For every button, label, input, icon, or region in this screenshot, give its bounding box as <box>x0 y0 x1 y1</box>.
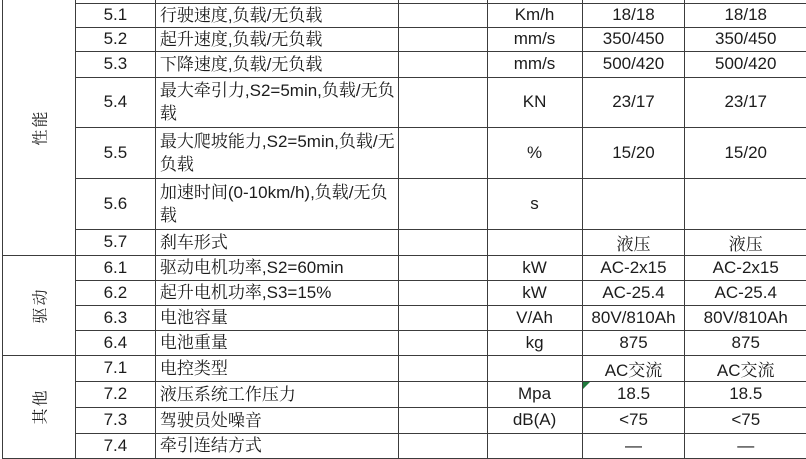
row-number-cell: 5.4 <box>75 77 155 127</box>
spacer-cell <box>398 51 487 77</box>
row-number-cell: 7.4 <box>75 433 155 458</box>
unit-cell: s <box>487 178 582 229</box>
category-label-drive: 驱动 <box>32 286 50 324</box>
value-cell-2: — <box>685 433 806 458</box>
value-cell-1: 23/17 <box>582 77 685 127</box>
table-row <box>3 77 806 127</box>
value-cell-2: 500/420 <box>685 51 806 77</box>
value-cell-1: AC-2x15 <box>582 255 685 280</box>
table-row <box>3 355 806 381</box>
value-cell-1: <75 <box>582 407 685 433</box>
value-cell-2: 18.5 <box>685 381 806 407</box>
unit-cell: kg <box>487 330 582 355</box>
row-number-cell: 5.2 <box>75 27 155 51</box>
table-row <box>3 127 806 178</box>
value-cell-2: AC交流 <box>685 355 806 381</box>
spacer-cell <box>398 127 487 178</box>
unit-cell: mm/s <box>487 27 582 51</box>
row-number-cell: 7.2 <box>75 381 155 407</box>
unit-cell: KN <box>487 77 582 127</box>
row-number-cell: 7.3 <box>75 407 155 433</box>
row-number-cell: 7.1 <box>75 355 155 381</box>
value-cell-2: <75 <box>685 407 806 433</box>
table-row <box>3 330 806 355</box>
value-cell-1: 350/450 <box>582 27 685 51</box>
spec-name-cell: 液压系统工作压力 <box>155 381 398 407</box>
value-cell-2 <box>685 178 806 229</box>
spec-name-cell: 最大牵引力,S2=5min,负载/无负载 <box>155 77 398 127</box>
value-cell-1: 18/18 <box>582 3 685 27</box>
spacer-cell <box>398 255 487 280</box>
spec-name-cell: 起升电机功率,S3=15% <box>155 280 398 305</box>
table-row <box>3 433 806 458</box>
spacer-cell <box>398 381 487 407</box>
spec-name-cell: 电池重量 <box>155 330 398 355</box>
value-cell-1: 15/20 <box>582 127 685 178</box>
spacer-cell <box>398 280 487 305</box>
value-cell-1: AC-25.4 <box>582 280 685 305</box>
unit-cell: Km/h <box>487 3 582 27</box>
spec-table <box>2 0 806 459</box>
unit-cell <box>487 229 582 255</box>
spec-name-cell: 最大爬坡能力,S2=5min,负载/无负载 <box>155 127 398 178</box>
table-row <box>3 305 806 330</box>
spacer-cell <box>398 178 487 229</box>
value-cell-1: 875 <box>582 330 685 355</box>
unit-cell <box>487 433 582 458</box>
spacer-cell <box>398 433 487 458</box>
value-cell-2: 875 <box>685 330 806 355</box>
spacer-cell <box>398 330 487 355</box>
unit-cell: Mpa <box>487 381 582 407</box>
value-cell-1: AC交流 <box>582 355 685 381</box>
value-cell-2: 18/18 <box>685 3 806 27</box>
value-text: 18.5 <box>616 384 651 403</box>
spec-name-cell: 下降速度,负载/无负载 <box>155 51 398 77</box>
table-row <box>3 51 806 77</box>
unit-cell <box>487 355 582 381</box>
unit-cell: kW <box>487 255 582 280</box>
spec-name-cell: 起升速度,负载/无负载 <box>155 27 398 51</box>
value-cell-2: 80V/810Ah <box>685 305 806 330</box>
category-label-performance: 性能 <box>32 109 50 146</box>
spec-name-cell: 刹车形式 <box>155 229 398 255</box>
value-cell-2: 23/17 <box>685 77 806 127</box>
value-cell-2: AC-2x15 <box>685 255 806 280</box>
row-number-cell: 6.1 <box>75 255 155 280</box>
row-number-cell: 5.5 <box>75 127 155 178</box>
table-row <box>3 255 806 280</box>
spacer-cell <box>398 229 487 255</box>
row-number-cell: 5.6 <box>75 178 155 229</box>
unit-cell: % <box>487 127 582 178</box>
row-number-cell: 6.4 <box>75 330 155 355</box>
table-row <box>3 3 806 27</box>
spec-name-cell: 驱动电机功率,S2=60min <box>155 255 398 280</box>
spec-name-cell: 加速时间(0-10km/h),负载/无负载 <box>155 178 398 229</box>
table-row <box>3 407 806 433</box>
spacer-cell <box>398 27 487 51</box>
row-number-cell: 5.1 <box>75 3 155 27</box>
value-cell-1: 液压 <box>582 229 685 255</box>
value-cell-1: — <box>582 433 685 458</box>
value-cell-1: 500/420 <box>582 51 685 77</box>
value-cell-1: 80V/810Ah <box>582 305 685 330</box>
spacer-cell <box>398 305 487 330</box>
row-number-cell: 6.3 <box>75 305 155 330</box>
category-cell-performance <box>3 0 76 255</box>
value-cell-2: 液压 <box>685 229 806 255</box>
unit-cell: dB(A) <box>487 407 582 433</box>
table-row <box>3 280 806 305</box>
value-cell-1 <box>582 178 685 229</box>
table-row <box>3 381 806 407</box>
category-cell-drive <box>3 255 76 355</box>
value-cell-1 <box>582 381 685 407</box>
unit-cell: kW <box>487 280 582 305</box>
value-cell-2: AC-25.4 <box>685 280 806 305</box>
spec-name-cell: 电池容量 <box>155 305 398 330</box>
value-cell-2: 350/450 <box>685 27 806 51</box>
table-row <box>3 178 806 229</box>
spacer-cell <box>398 3 487 27</box>
category-label-other: 其他 <box>32 388 50 425</box>
unit-cell: mm/s <box>487 51 582 77</box>
row-number-cell: 5.7 <box>75 229 155 255</box>
value-cell-2: 15/20 <box>685 127 806 178</box>
spacer-cell <box>398 355 487 381</box>
row-number-cell: 5.3 <box>75 51 155 77</box>
row-number-cell: 6.2 <box>75 280 155 305</box>
spec-name-cell: 电控类型 <box>155 355 398 381</box>
spec-name-cell: 牵引连结方式 <box>155 433 398 458</box>
spacer-cell <box>398 77 487 127</box>
table-row <box>3 27 806 51</box>
spec-name-cell: 驾驶员处噪音 <box>155 407 398 433</box>
spec-name-cell: 行驶速度,负载/无负载 <box>155 3 398 27</box>
category-cell-other <box>3 355 76 458</box>
cell-error-indicator-icon <box>583 382 590 389</box>
table-row <box>3 229 806 255</box>
unit-cell: V/Ah <box>487 305 582 330</box>
spacer-cell <box>398 407 487 433</box>
